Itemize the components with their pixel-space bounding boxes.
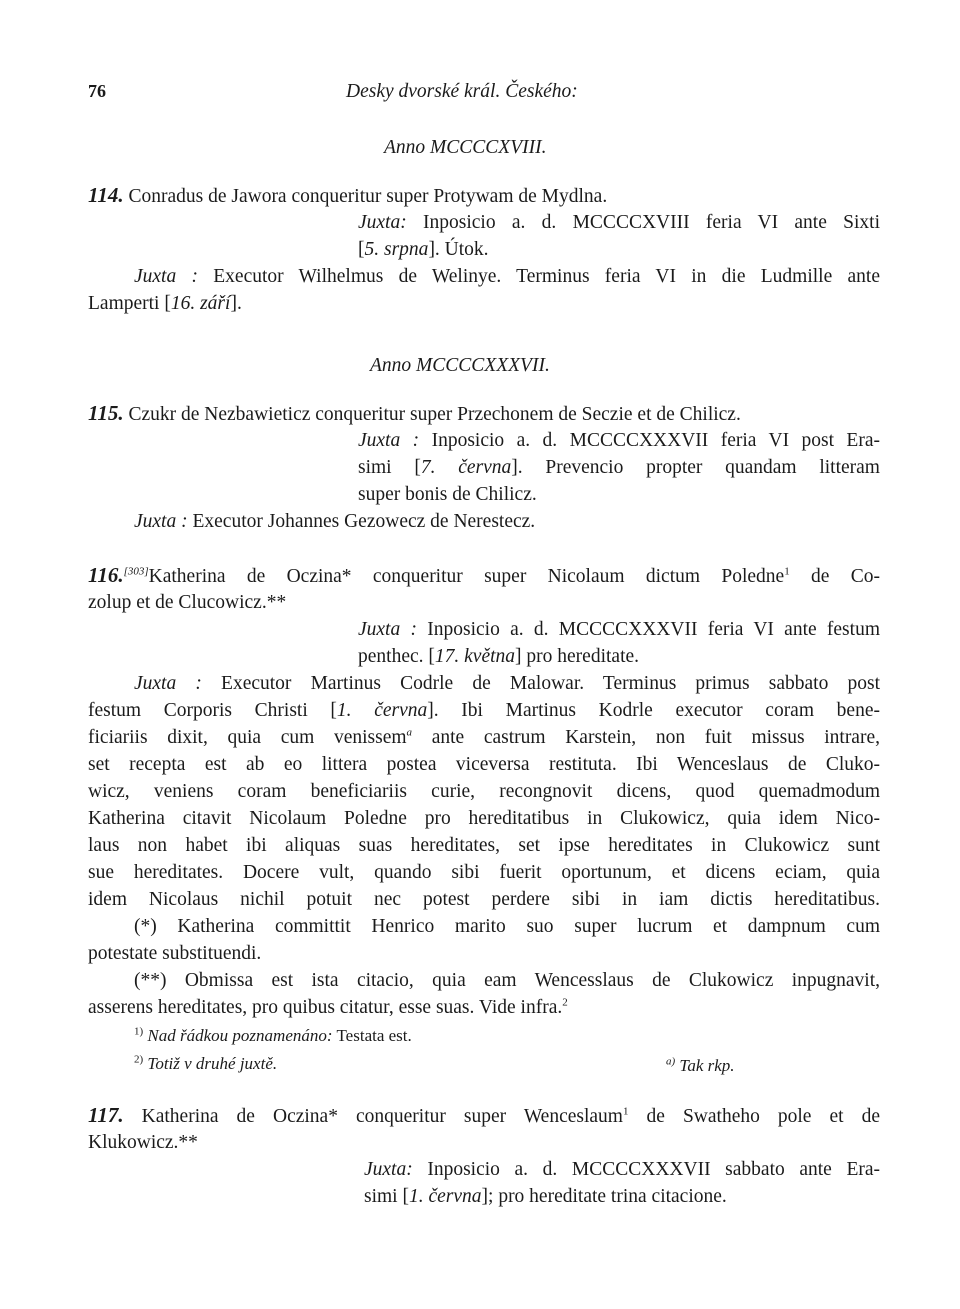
entry-number: 114. <box>88 183 124 207</box>
note-1-line-2: potestate substituendi. <box>88 943 262 964</box>
entry-114-line-1: 114. Conradus de Jawora conqueritur super Protywam de Mydlna. <box>88 183 608 207</box>
page-reference: [303] <box>123 565 149 578</box>
entry-number: 115. <box>88 401 124 425</box>
entry-number: 116. <box>88 563 124 587</box>
note-2-line-1: (**) Obmissa est ista citacio, quia eam Wencesslaus de Clukowicz inpugnavit, <box>134 970 880 991</box>
running-title: Desky dvorské král. Českého: <box>346 81 578 102</box>
entry-116-line-10: Katherina citavit Nicolaum Poledne pro hereditatibus in Clukowicz, quia idem Nico- <box>88 808 880 829</box>
footnote-ref: 1 <box>784 565 790 578</box>
note-2-line-2: asserens hereditates, pro quibus citatur, esse suas. Vide infra.$^2$ <box>88 996 568 1018</box>
section-heading: Anno MCCCCXVIII. <box>384 137 547 158</box>
entry-114-line-2: Juxta: Inposicio a. d. MCCCCXVIII feria VI ante Sixti <box>358 212 880 233</box>
entry-116-line-13: idem Nicolaus nichil potuit nec potest perdere sibi in iam dictis hereditatibus. <box>88 889 880 910</box>
entry-116-line-12: sue hereditates. Docere vult, quando sibi fuerit oportunum, et dicens eciam, quia <box>88 862 880 883</box>
entry-116-line-7: ficiariis dixit, quia cum venissem$^a$ ante castrum Karstein, non fuit missus intrare, <box>88 726 880 748</box>
entry-116-line-11: laus non habet ibi aliquas suas hereditates, set ipse hereditates in Clukowicz sunt <box>88 835 880 856</box>
entry-114-line-3: [5. srpna]. Útok. <box>358 239 489 260</box>
entry-117-line-4: simi [1. června]; pro hereditate trina citacione. <box>364 1186 727 1207</box>
entry-116-line-3: Juxta : Inposicio a. d. MCCCCXXXVII feria VI ante festum <box>358 619 880 640</box>
entry-number: 117. <box>88 1103 124 1127</box>
entry-115-line-2: Juxta : Inposicio a. d. MCCCCXXXVII feria VI post Era- <box>358 430 880 451</box>
note-1-line-1: (*) Katherina committit Henrico marito suo super lucrum et dampnum cum <box>134 916 880 937</box>
entry-116-line-6: festum Corporis Christi [1. června]. Ibi Martinus Kodrle executor coram bene- <box>88 700 880 721</box>
page-number: 76 <box>88 81 106 101</box>
entry-116-line-4: penthec. [17. května] pro hereditate. <box>358 646 640 667</box>
entry-115-line-1: 115. Czukr de Nezbawieticz conqueritur super Przechonem de Seczie et de Chilicz. <box>88 401 741 425</box>
entry-114-line-5: Lamperti [16. září]. <box>88 293 242 314</box>
entry-115-line-5: Juxta : Executor Johannes Gezowecz de Nerestecz. <box>134 511 536 532</box>
footnote-ref: 1 <box>622 1105 629 1118</box>
entry-116-line-9: wicz, veniens coram beneficiariis curie, recongnovit dicens, quod quemadmodum <box>88 781 880 802</box>
footnote-ref: a <box>406 726 413 739</box>
footnote-ref: 2 <box>562 996 568 1009</box>
entry-117-line-2: Klukowicz.** <box>88 1132 198 1153</box>
footnote-a: $^{a)}$ Tak rkp. <box>666 1055 735 1075</box>
entry-115-line-3: simi [7. června]. Prevencio propter quandam litteram <box>358 457 880 478</box>
entry-115-line-4: super bonis de Chilicz. <box>358 484 537 505</box>
footnote-1: $^{1)}$ Nad řádkou poznamenáno: Testata est. <box>134 1025 412 1045</box>
entry-117-line-1: 117. Katherina de Oczina* conqueritur super Wenceslaum$^1$ de Swatheho pole et de <box>88 1103 880 1127</box>
entry-116-line-1: 116.[303]Katherina de Oczina* conqueritur super Nicolaum dictum Poledne$^1$ de Co- <box>88 563 880 587</box>
entry-114-line-4: Juxta : Executor Wilhelmus de Welinye. Terminus feria VI in die Ludmille ante <box>134 266 880 287</box>
entry-116-line-5: Juxta : Executor Martinus Codrle de Malowar. Terminus primus sabbato post <box>134 673 880 694</box>
entry-116-line-2: zolup et de Clucowicz.** <box>88 592 287 613</box>
footnote-2: $^{2)}$ Totiž v druhé juxtě. <box>134 1053 278 1073</box>
entry-116-line-8: set recepta est ab eo littera postea viceversa restituta. Ibi Wenceslaus de Cluko- <box>88 754 880 775</box>
entry-117-line-3: Juxta: Inposicio a. d. MCCCCXXXVII sabbato ante Era- <box>364 1159 880 1180</box>
section-heading: Anno MCCCCXXXVII. <box>370 355 550 376</box>
document-page <box>88 0 880 1309</box>
